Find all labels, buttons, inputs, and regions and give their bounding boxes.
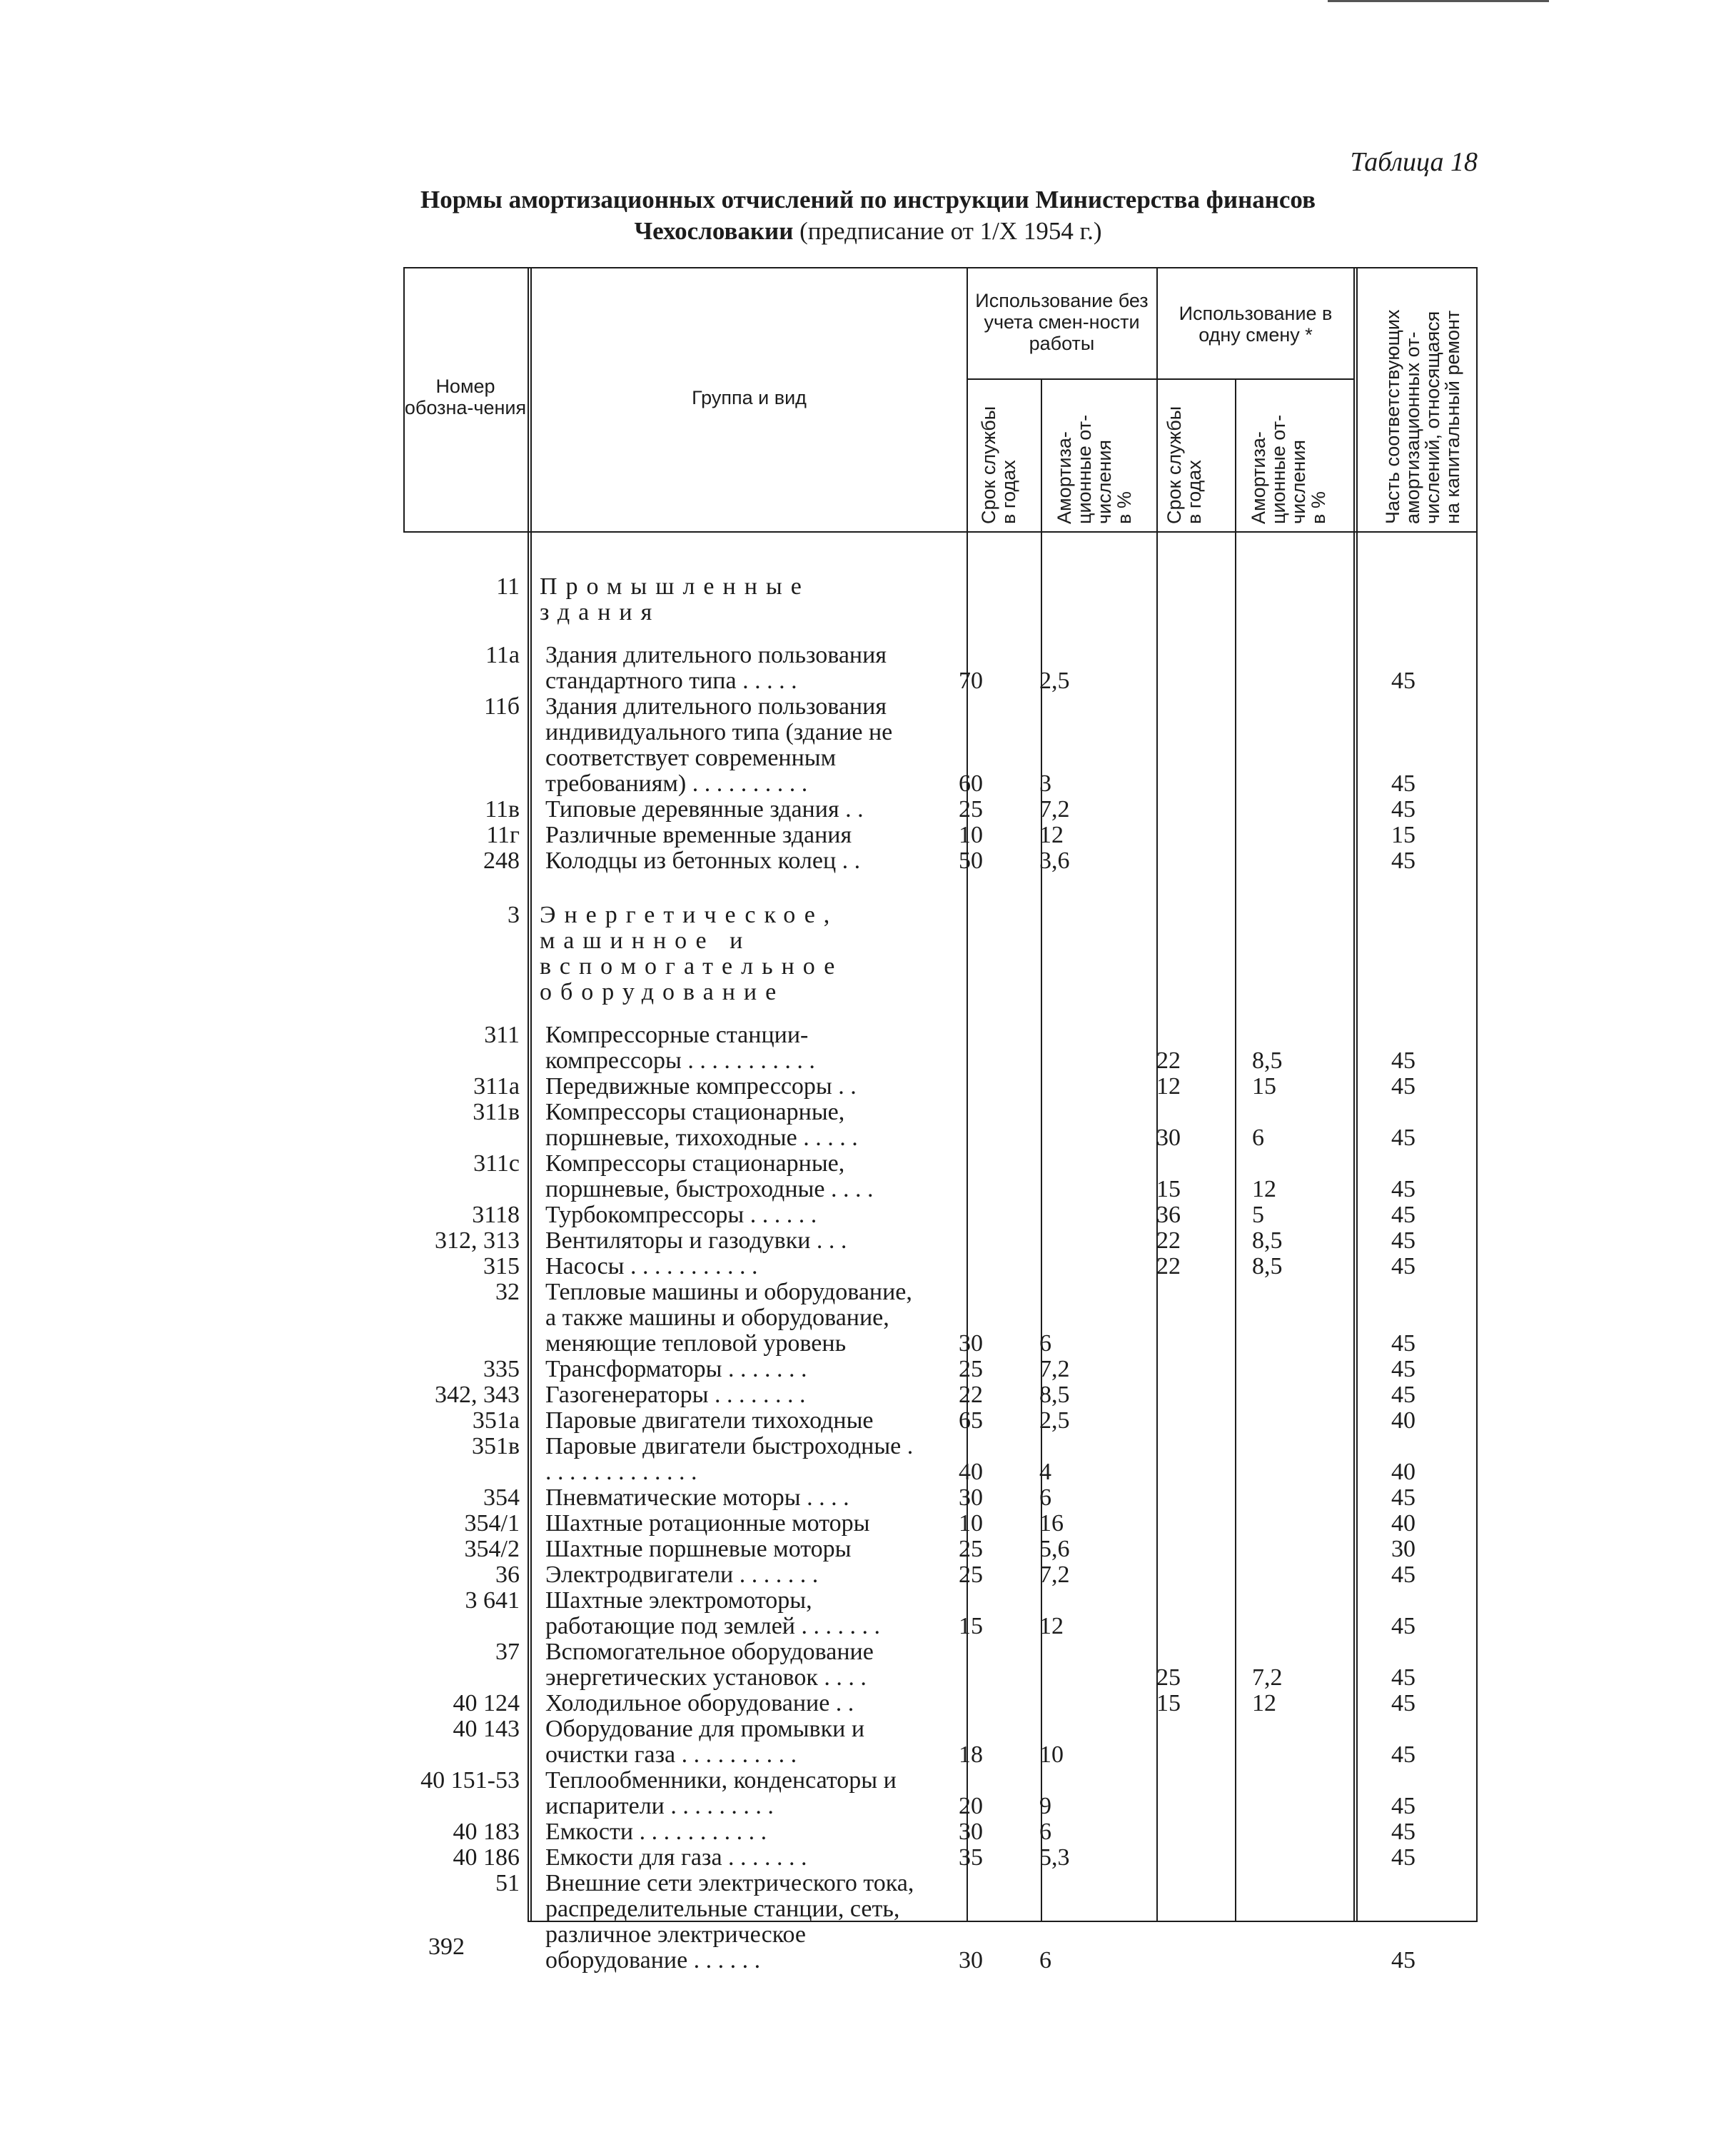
amort-pct-one-shift: [1209, 1537, 1329, 1562]
row-number: 11г: [486, 822, 520, 848]
row-number: 351а: [472, 1407, 520, 1434]
amort-pct-one-shift: 8,5: [1252, 1047, 1283, 1074]
row-number: 40 151-53: [420, 1767, 520, 1794]
row-number: 36: [495, 1562, 520, 1588]
repair-share: 40: [1391, 1510, 1415, 1537]
amort-pct-one-shift: [1209, 1382, 1329, 1408]
life-years-no-shift: 25: [959, 1536, 983, 1562]
life-years-one-shift: [1128, 1562, 1209, 1588]
repair-share: 45: [1391, 1613, 1415, 1639]
table-row: [403, 823, 1478, 848]
amort-pct-no-shift: 8,5: [1039, 1382, 1070, 1408]
repair-share: 40: [1391, 1459, 1415, 1485]
life-years-one-shift: 30: [1156, 1125, 1181, 1151]
repair-share: 45: [1391, 848, 1415, 874]
life-years-one-shift: [1128, 902, 1209, 1005]
amort-pct-no-shift: 12: [1039, 1613, 1064, 1639]
amort-pct-one-shift: [1209, 902, 1329, 1005]
table-row: [403, 1537, 1478, 1562]
repair-share: 45: [1391, 1844, 1415, 1871]
repair-share: 40: [1391, 1407, 1415, 1434]
amort-pct-no-shift: 12: [1039, 822, 1064, 848]
row-number: 342, 343: [435, 1382, 520, 1408]
amort-pct-one-shift: [1209, 1279, 1329, 1357]
table-row: [403, 1485, 1478, 1511]
repair-share: 45: [1391, 1947, 1415, 1973]
table-row: [403, 1151, 1478, 1202]
row-group: Шахтные поршневые моторы: [545, 1536, 852, 1562]
row-group: Вентиляторы и газодувки . . .: [545, 1227, 847, 1254]
life-years-one-shift: 22: [1156, 1253, 1181, 1279]
table-row: [403, 1562, 1478, 1588]
life-years-one-shift: [1128, 1434, 1209, 1485]
row-number: 11б: [483, 693, 520, 720]
row-group: Здания длительного пользования стандартного типа . . . . .: [545, 642, 887, 694]
header-bottom-border: [403, 531, 1478, 533]
row-number: 248: [483, 848, 520, 874]
row-group: Оборудование для промывки и очистки газа . . . . . . . . . .: [545, 1716, 865, 1768]
amort-pct-one-shift: [1209, 643, 1329, 694]
row-group: Колодцы из бетонных колец . .: [545, 848, 861, 874]
amort-pct-one-shift: 7,2: [1252, 1664, 1283, 1691]
life-years-no-shift: [929, 574, 1012, 625]
repair-share: 45: [1391, 1793, 1415, 1819]
title-line1: Нормы амортизационных отчислений по инструкции Министерства финансов: [420, 186, 1316, 213]
amort-pct-one-shift: [1209, 574, 1329, 625]
life-years-no-shift: 22: [959, 1382, 983, 1408]
table-row: [403, 694, 1478, 797]
repair-share: 45: [1391, 770, 1415, 797]
repair-share: [1329, 574, 1478, 625]
row-group: Шахтные ротационные моторы: [545, 1510, 870, 1537]
table-title: [0, 184, 1736, 247]
life-years-one-shift: [1128, 1588, 1209, 1639]
row-group: Здания длительного пользования индивидуального типа (здание не соответствует современным требованиям) . . . . . . . . . .: [545, 693, 893, 797]
amort-pct-one-shift: 15: [1252, 1073, 1276, 1100]
life-years-no-shift: [929, 1228, 1012, 1254]
amort-pct-no-shift: [1012, 1228, 1128, 1254]
row-number: 40 186: [453, 1844, 520, 1871]
repair-share: 45: [1391, 796, 1415, 823]
amort-pct-one-shift: [1209, 1871, 1329, 1973]
amort-pct-no-shift: 4: [1039, 1459, 1051, 1485]
life-years-no-shift: [929, 1202, 1012, 1228]
life-years-one-shift: [1128, 797, 1209, 823]
life-years-no-shift: 25: [959, 796, 983, 823]
life-years-no-shift: 65: [959, 1407, 983, 1434]
row-group: Трансформаторы . . . . . . .: [545, 1356, 807, 1382]
life-years-one-shift: [1128, 1382, 1209, 1408]
subheader-divider: [967, 378, 1353, 380]
life-years-one-shift: [1128, 1845, 1209, 1871]
life-years-one-shift: [1128, 1768, 1209, 1819]
table-row: [403, 1716, 1478, 1768]
amort-pct-no-shift: 7,2: [1039, 796, 1070, 823]
row-number: 315: [483, 1253, 520, 1279]
row-group: Паровые двигатели тихоходные: [545, 1407, 874, 1434]
row-number: 40 124: [453, 1690, 520, 1716]
life-years-no-shift: 25: [959, 1562, 983, 1588]
header-repair-share: Часть соответствующих амортизационных от- числений, относящаяся на капитальный ремонт: [1382, 309, 1463, 524]
table-row: [403, 1279, 1478, 1357]
row-number: 11а: [485, 642, 520, 668]
life-years-one-shift: [1128, 1716, 1209, 1768]
row-group: Насосы . . . . . . . . . . .: [545, 1253, 758, 1279]
header-amort-pct-2: Амортиза- ционные от- числения в %: [1248, 414, 1329, 524]
table-row: [403, 643, 1478, 694]
life-years-no-shift: [929, 1691, 1012, 1716]
table-row: [403, 848, 1478, 874]
repair-share: 45: [1391, 1356, 1415, 1382]
amort-pct-one-shift: [1209, 1845, 1329, 1871]
amort-pct-one-shift: 5: [1252, 1202, 1264, 1228]
table-row: [403, 1819, 1478, 1845]
repair-share: 45: [1391, 1741, 1415, 1768]
row-number: 351в: [471, 1433, 520, 1459]
life-years-one-shift: 22: [1156, 1047, 1181, 1074]
table-row: [403, 1382, 1478, 1408]
life-years-one-shift: [1128, 1871, 1209, 1973]
repair-share: 45: [1391, 1227, 1415, 1254]
amort-pct-one-shift: [1209, 1408, 1329, 1434]
table-row: [403, 1357, 1478, 1382]
amort-pct-one-shift: 12: [1252, 1690, 1276, 1716]
amort-pct-one-shift: [1209, 1562, 1329, 1588]
row-group: Компрессоры стационарные, поршневые, быстроходные . . . .: [545, 1150, 874, 1202]
row-group: Турбокомпрессоры . . . . . .: [545, 1202, 817, 1228]
row-group: Электродвигатели . . . . . . .: [545, 1562, 819, 1588]
table-row: [403, 1254, 1478, 1279]
life-years-one-shift: 22: [1156, 1227, 1181, 1254]
life-years-no-shift: [929, 1074, 1012, 1100]
row-number: 51: [495, 1870, 520, 1896]
amort-pct-one-shift: [1209, 848, 1329, 874]
table-row: [403, 1202, 1478, 1228]
amort-pct-no-shift: 6: [1039, 1947, 1051, 1973]
amort-pct-one-shift: 8,5: [1252, 1253, 1283, 1279]
amort-pct-one-shift: [1209, 694, 1329, 797]
life-years-no-shift: [929, 1254, 1012, 1279]
amort-pct-one-shift: 6: [1252, 1125, 1264, 1151]
amort-pct-no-shift: 6: [1039, 1819, 1051, 1845]
amort-pct-one-shift: [1209, 823, 1329, 848]
repair-share: 15: [1391, 822, 1415, 848]
amort-pct-one-shift: [1209, 1434, 1329, 1485]
table-row: [403, 1639, 1478, 1691]
amort-pct-no-shift: [1012, 1639, 1128, 1691]
repair-share: 45: [1391, 1125, 1415, 1151]
life-years-one-shift: [1128, 694, 1209, 797]
repair-share: 45: [1391, 668, 1415, 694]
row-number: 32: [495, 1279, 520, 1305]
row-group: Вспомогательное оборудование энергетических установок . . . .: [545, 1639, 874, 1691]
header-number: Номер обозна-чения: [404, 376, 527, 418]
row-group: Газогенераторы . . . . . . . .: [545, 1382, 806, 1408]
row-number: 11: [496, 573, 520, 600]
row-group: Различные временные здания: [545, 822, 852, 848]
amort-pct-one-shift: [1209, 1768, 1329, 1819]
row-number: 354: [483, 1484, 520, 1511]
row-group: Теплообменники, конденсаторы и испарители . . . . . . . . .: [545, 1767, 897, 1819]
row-group: Внешние сети электрического тока, распределительные станции, сеть, различное электрическое оборудование . . . . . .: [545, 1870, 914, 1973]
table-top-border: [403, 267, 1478, 268]
row-number: 37: [495, 1639, 520, 1665]
amort-pct-no-shift: 7,2: [1039, 1562, 1070, 1588]
life-years-no-shift: 60: [959, 770, 983, 797]
row-number: 3 641: [465, 1587, 520, 1614]
amort-pct-one-shift: 8,5: [1252, 1227, 1283, 1254]
repair-share: 45: [1391, 1484, 1415, 1511]
life-years-one-shift: [1128, 823, 1209, 848]
table-row: [403, 1434, 1478, 1485]
row-group: Холодильное оборудование . .: [545, 1690, 854, 1716]
amort-pct-no-shift: 2,5: [1039, 1407, 1070, 1434]
life-years-one-shift: [1128, 1485, 1209, 1511]
row-number: 11в: [485, 796, 520, 823]
life-years-no-shift: 20: [959, 1793, 983, 1819]
amort-pct-no-shift: 9: [1039, 1793, 1051, 1819]
amort-pct-no-shift: [1012, 1074, 1128, 1100]
life-years-one-shift: [1128, 1357, 1209, 1382]
table-row: [403, 1845, 1478, 1871]
row-number: 40 143: [453, 1716, 520, 1742]
row-number: 311в: [473, 1099, 520, 1125]
life-years-no-shift: [929, 902, 1012, 1005]
row-number: 335: [483, 1356, 520, 1382]
row-group: Компрессоры стационарные, поршневые, тихоходные . . . . .: [545, 1099, 858, 1151]
title-line2-rest: (предписание от 1/X 1954 г.): [793, 217, 1102, 245]
amort-pct-one-shift: 12: [1252, 1176, 1276, 1202]
life-years-one-shift: 25: [1156, 1664, 1181, 1691]
amort-pct-one-shift: [1209, 1588, 1329, 1639]
section-row: [403, 574, 1478, 625]
life-years-no-shift: [929, 1100, 1012, 1151]
life-years-no-shift: [929, 1639, 1012, 1691]
life-years-no-shift: 18: [959, 1741, 983, 1768]
life-years-no-shift: 30: [959, 1330, 983, 1357]
title-line2-bold: Чехословакии: [634, 217, 794, 245]
amort-pct-no-shift: [1012, 1254, 1128, 1279]
row-number: 3: [508, 902, 520, 928]
life-years-one-shift: [1128, 574, 1209, 625]
table-row: [403, 1074, 1478, 1100]
top-rule: [1328, 0, 1549, 2]
row-number: 312, 313: [435, 1227, 520, 1254]
life-years-one-shift: [1128, 1408, 1209, 1434]
repair-share: 45: [1391, 1202, 1415, 1228]
row-group: Энергетическое, машинное и вспомогательное оборудование: [540, 902, 844, 1005]
table-row: [403, 1228, 1478, 1254]
amort-pct-no-shift: 5,3: [1039, 1844, 1070, 1871]
row-group: Тепловые машины и оборудование, а также машины и оборудование, меняющие тепловой уровень: [545, 1279, 912, 1357]
header-group: Группа и вид: [692, 387, 807, 408]
amort-pct-no-shift: [1012, 1202, 1128, 1228]
life-years-one-shift: 12: [1156, 1073, 1181, 1100]
life-years-no-shift: 35: [959, 1844, 983, 1871]
amort-pct-no-shift: 3: [1039, 770, 1051, 797]
amort-pct-one-shift: [1209, 1485, 1329, 1511]
row-group: Пневматические моторы . . . .: [545, 1484, 849, 1511]
repair-share: 45: [1391, 1253, 1415, 1279]
table-row: [403, 1100, 1478, 1151]
amort-pct-one-shift: [1209, 1511, 1329, 1537]
life-years-no-shift: [929, 1022, 1012, 1074]
life-years-no-shift: 30: [959, 1947, 983, 1973]
row-group: Передвижные компрессоры . .: [545, 1073, 857, 1100]
amort-pct-no-shift: 3,6: [1039, 848, 1070, 874]
repair-share: 45: [1391, 1562, 1415, 1588]
repair-share: 45: [1391, 1073, 1415, 1100]
life-years-one-shift: [1128, 848, 1209, 874]
life-years-one-shift: 36: [1156, 1202, 1181, 1228]
life-years-no-shift: 10: [959, 822, 983, 848]
row-number: 354/1: [464, 1510, 520, 1537]
row-group: Типовые деревянные здания . .: [545, 796, 864, 823]
row-group: Паровые двигатели быстроходные . . . . . . . . . . . . . .: [545, 1433, 914, 1485]
amort-pct-one-shift: [1209, 1819, 1329, 1845]
row-number: 3118: [472, 1202, 520, 1228]
table-row: [403, 1511, 1478, 1537]
amort-pct-no-shift: 6: [1039, 1330, 1051, 1357]
amort-pct-no-shift: 16: [1039, 1510, 1064, 1537]
table-row: [403, 1871, 1478, 1973]
table-row: [403, 1588, 1478, 1639]
repair-share: 45: [1391, 1819, 1415, 1845]
amort-pct-one-shift: [1209, 1357, 1329, 1382]
row-group: Компрессорные станции-компрессоры . . . . . . . . . . .: [545, 1022, 815, 1074]
amort-pct-one-shift: [1209, 797, 1329, 823]
table-row: [403, 1768, 1478, 1819]
amort-pct-no-shift: [1012, 1100, 1128, 1151]
amort-pct-no-shift: 10: [1039, 1741, 1064, 1768]
header-usage-one-shift: Использование в одну смену *: [1179, 303, 1333, 346]
life-years-one-shift: [1128, 1537, 1209, 1562]
life-years-one-shift: 15: [1156, 1690, 1181, 1716]
life-years-no-shift: 25: [959, 1356, 983, 1382]
life-years-one-shift: [1128, 1279, 1209, 1357]
amort-pct-no-shift: [1012, 1022, 1128, 1074]
life-years-no-shift: 30: [959, 1484, 983, 1511]
amort-pct-no-shift: [1012, 574, 1128, 625]
amort-pct-no-shift: [1012, 1691, 1128, 1716]
table-body: [403, 574, 1478, 1973]
header-usage-no-shift: Использование без учета смен-ности работы: [975, 290, 1149, 354]
row-number: 311а: [473, 1073, 520, 1100]
life-years-no-shift: 10: [959, 1510, 983, 1537]
life-years-no-shift: 30: [959, 1819, 983, 1845]
table-row: [403, 797, 1478, 823]
row-group: Шахтные электромоторы, работающие под землей . . . . . . .: [545, 1587, 880, 1639]
life-years-one-shift: [1128, 1511, 1209, 1537]
row-number: 311с: [473, 1150, 520, 1177]
repair-share: 45: [1391, 1047, 1415, 1074]
row-number: 354/2: [464, 1536, 520, 1562]
life-years-one-shift: [1128, 643, 1209, 694]
row-group: Емкости . . . . . . . . . . .: [545, 1819, 767, 1845]
repair-share: 45: [1391, 1382, 1415, 1408]
repair-share: 45: [1391, 1664, 1415, 1691]
life-years-no-shift: 15: [959, 1613, 983, 1639]
life-years-no-shift: 70: [959, 668, 983, 694]
row-group: Промышленные здания: [540, 573, 810, 625]
amort-pct-no-shift: 6: [1039, 1484, 1051, 1511]
amort-pct-one-shift: [1209, 1716, 1329, 1768]
life-years-one-shift: [1128, 1819, 1209, 1845]
header-amort-pct-1: Амортиза- ционные от- числения в %: [1054, 414, 1135, 524]
table-row: [403, 1691, 1478, 1716]
amort-pct-no-shift: 5,6: [1039, 1536, 1070, 1562]
table-label: Таблица 18: [1350, 147, 1478, 177]
table-row: [403, 1408, 1478, 1434]
repair-share: 45: [1391, 1176, 1415, 1202]
repair-share: 30: [1391, 1536, 1415, 1562]
amort-pct-no-shift: [1012, 1151, 1128, 1202]
repair-share: 45: [1391, 1330, 1415, 1357]
repair-share: [1329, 902, 1478, 1005]
amort-pct-no-shift: [1012, 902, 1128, 1005]
life-years-no-shift: 50: [959, 848, 983, 874]
header-life-years-2: Срок службы в годах: [1164, 406, 1205, 524]
section-row: [403, 902, 1478, 1005]
repair-share: 45: [1391, 1690, 1415, 1716]
table-row: [403, 1022, 1478, 1074]
amort-pct-no-shift: 2,5: [1039, 668, 1070, 694]
life-years-no-shift: 40: [959, 1459, 983, 1485]
row-number: 311: [484, 1022, 520, 1048]
page-number: 392: [428, 1934, 465, 1960]
life-years-one-shift: 15: [1156, 1176, 1181, 1202]
life-years-no-shift: [929, 1151, 1012, 1202]
row-group: Емкости для газа . . . . . . .: [545, 1844, 807, 1871]
row-number: 40 183: [453, 1819, 520, 1845]
header-life-years-1: Срок службы в годах: [978, 406, 1019, 524]
amort-pct-no-shift: 7,2: [1039, 1356, 1070, 1382]
